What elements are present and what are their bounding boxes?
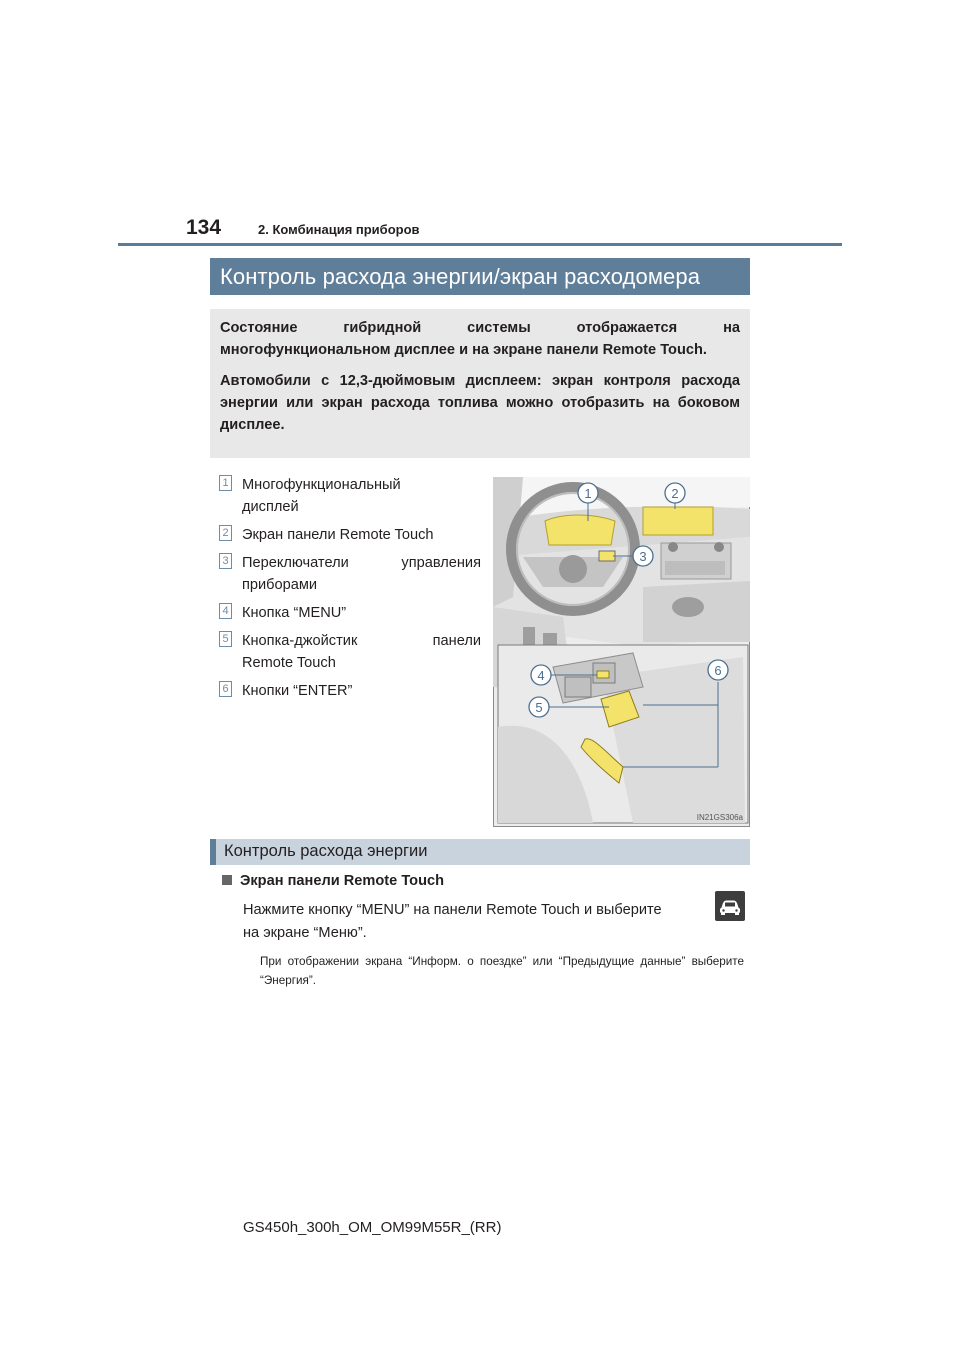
callout-label-word: управления [401, 555, 481, 571]
callout-item-2 [219, 524, 481, 546]
callout-label-line1 [242, 552, 481, 574]
instruction-line-1: Нажмите кнопку “MENU” на панели Remote Touch и выберите [243, 902, 662, 918]
car-icon [715, 891, 745, 921]
callout-label-line1: Многофункциональный [242, 477, 401, 493]
page-number: 134 [186, 216, 222, 239]
note-text: При отображении экрана “Информ. о поездке” или “Предыдущие данные” выберите “Энергия”. [260, 955, 744, 987]
illus-callout-4: 4 [537, 668, 545, 683]
callout-number: 2 [219, 525, 232, 541]
illus-callout-1: 1 [584, 486, 592, 501]
callout-label-line1: Кнопка “MENU” [242, 605, 347, 621]
callout-label-line2: дисплей [242, 499, 299, 515]
section-title: Контроль расхода энергии/экран расходомера [210, 258, 750, 295]
intro-box [210, 309, 750, 458]
chapter-title: 2. Комбинация приборов [258, 222, 420, 237]
callout-item-4 [219, 602, 481, 624]
illus-callout-6: 6 [714, 663, 722, 678]
subheading: Контроль расхода энергии [210, 839, 750, 865]
callout-item-3 [219, 552, 481, 596]
intro-paragraph-1: Состояние гибридной системы отображается на многофункциональном дисплее и на экране панели Remote Touch. [220, 320, 740, 358]
callout-item-1 [219, 474, 481, 518]
callout-label-line1 [242, 630, 481, 652]
bullet-heading [222, 873, 444, 889]
callout-label-word: Переключатели [242, 555, 349, 571]
instruction-line-2: на экране “Меню”. [243, 925, 367, 941]
intro-paragraph-2: Автомобили с 12,3-дюймовым дисплеем: экран контроля расхода энергии или экран расхода топлива можно отобразить на боковом дисплее. [220, 373, 740, 433]
callout-label-line2: приборами [242, 577, 318, 593]
header-divider [118, 243, 842, 246]
illustration-code: IN21GS306a [696, 813, 743, 822]
callout-label-line1: Экран панели Remote Touch [242, 527, 434, 543]
callout-label-word: Кнопка-джойстик [242, 633, 358, 649]
footer-code: GS450h_300h_OM_OM99M55R_(RR) [243, 1219, 502, 1236]
callout-item-5 [219, 630, 481, 674]
bullet-square-icon [222, 875, 232, 885]
callout-number: 6 [219, 681, 232, 697]
callout-label-line1: Кнопки “ENTER” [242, 683, 353, 699]
callout-item-6 [219, 680, 481, 702]
callout-number: 1 [219, 475, 232, 491]
callout-label-line2: Remote Touch [242, 655, 336, 671]
callout-number: 4 [219, 603, 232, 619]
callout-label-word: панели [432, 633, 481, 649]
callout-number: 5 [219, 631, 232, 647]
illus-callout-5: 5 [535, 700, 543, 715]
dashboard-illustration [493, 477, 750, 827]
instruction-text [243, 899, 713, 945]
illus-callout-2: 2 [671, 486, 679, 501]
callout-number: 3 [219, 553, 232, 569]
illus-callout-3: 3 [639, 549, 647, 564]
bullet-title: Экран панели Remote Touch [240, 873, 445, 889]
